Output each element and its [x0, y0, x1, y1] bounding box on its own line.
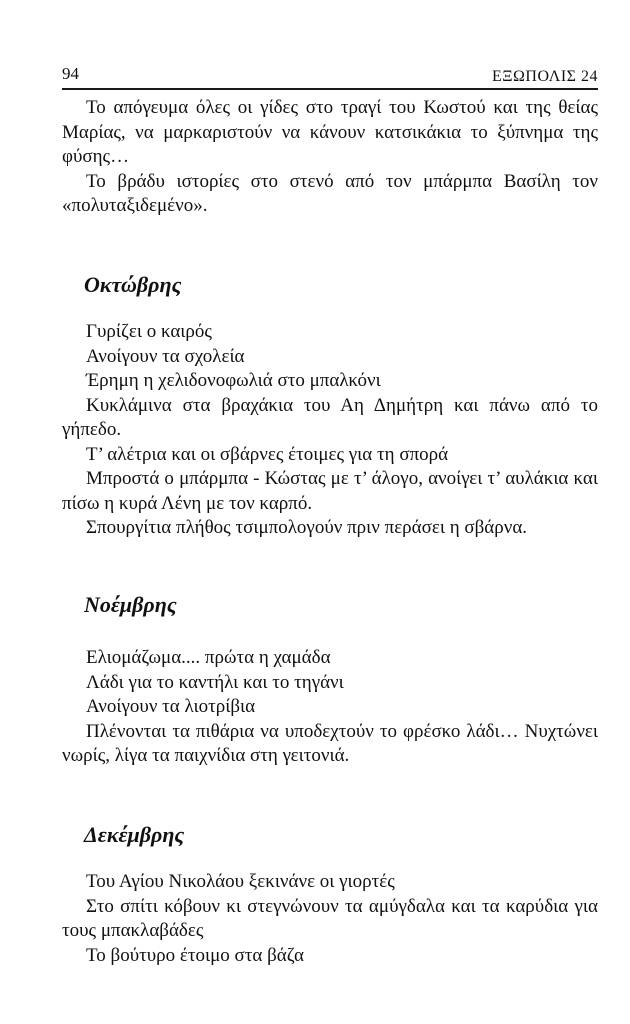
text-line: Τ’ αλέτρια και οι σβάρνες έτοιμες για τη σπορά	[86, 443, 449, 465]
text-line: Έρημη η χελιδονοφωλιά στο μπαλκόνι	[86, 370, 381, 391]
text-line: Κυκλάμινα στα βραχάκια του Αη Δημήτρη και πάνω από το γήπεδο.	[62, 394, 598, 440]
text-line: Λάδι για το καντήλι και το τηγάνι	[86, 671, 344, 693]
section-body-november	[62, 646, 598, 769]
section-heading-december: Δεκέμβρης	[84, 822, 185, 847]
text-line: Το βούτυρο έτοιμο στα βάζα	[86, 944, 304, 966]
section-body-october	[62, 320, 598, 541]
text-line: Στο σπίτι κόβουν κι στεγνώνουν τα αμύγδαλα και τα καρύδια για τους μπακλαβάδες	[62, 895, 598, 941]
paragraph: Το απόγευμα όλες οι γίδες στο τραγί του Κωστού και της θείας Μαρίας, να μαρκαριστούν να κάνουν κατσικάκια το ξύπνημα της φύσης…	[62, 97, 598, 167]
text-line: Σπουργίτια πλήθος τσιμπολογούν πριν περάσει η σβάρνα.	[86, 517, 528, 538]
text-line: Γυρίζει ο καιρός	[86, 321, 212, 342]
page-number: 94	[62, 64, 79, 83]
text-line: Πλένονται τα πιθάρια να υποδεχτούν το φρέσκο λάδι… Νυχτώνει νωρίς, λίγα τα παιχνίδια στη γειτονιά.	[62, 720, 598, 766]
intro-paragraphs	[62, 96, 598, 219]
text-line: Του Αγίου Νικολάου ξεκινάνε οι γιορτές	[86, 871, 395, 892]
text-line: Ανοίγουν τα σχολεία	[86, 345, 245, 367]
section-heading-october: Οκτώβρης	[84, 272, 182, 297]
text-line: Ελιομάζωμα.... πρώτα η χαμάδα	[86, 647, 331, 668]
running-title: ΕΞΩΠΟΛΙΣ 24	[491, 68, 598, 85]
section-body-december	[62, 870, 598, 968]
text-line: Ανοίγουν τα λιοτρίβια	[86, 696, 256, 717]
page-header	[62, 58, 598, 90]
paragraph: Το βράδυ ιστορίες στο στενό από τον μπάρμπα Βασίλη τον «πολυταξιδεμένο».	[62, 170, 598, 216]
section-heading-november: Νοέμβρης	[84, 592, 177, 617]
text-line: Μπροστά ο μπάρμπα - Κώστας με τ’ άλογο, ανοίγει τ’ αυλάκια και πίσω η κυρά Λένη με τον καρπό.	[62, 468, 598, 514]
